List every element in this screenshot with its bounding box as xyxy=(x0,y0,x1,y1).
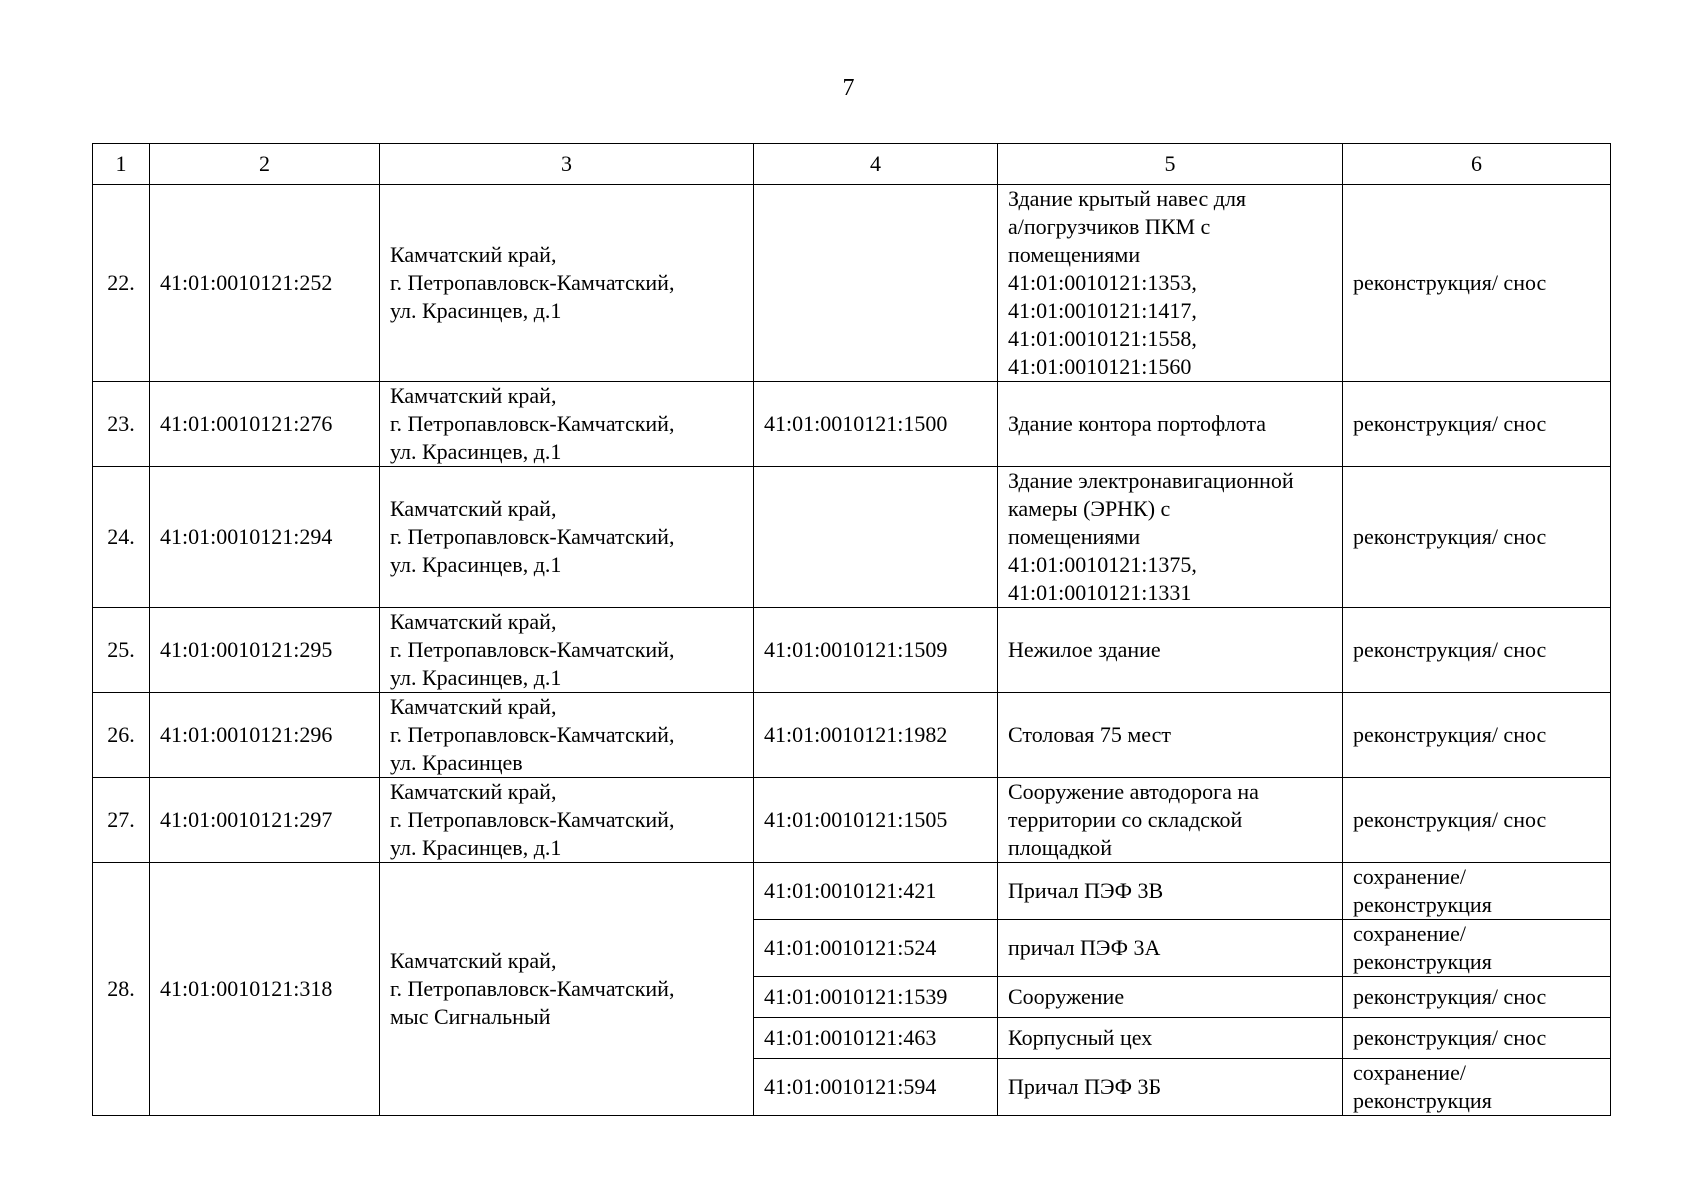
row-number: 28. xyxy=(93,863,150,1116)
object-number: 41:01:0010121:1539 xyxy=(754,977,998,1018)
planned-action: реконструкция/ снос xyxy=(1343,608,1611,693)
address: Камчатский край, г. Петропавловск-Камчатский, ул. Красинцев, д.1 xyxy=(380,382,754,467)
object-name: Причал ПЭФ 3Б xyxy=(998,1059,1343,1116)
planned-action: сохранение/ реконструкция xyxy=(1343,863,1611,920)
row-number: 26. xyxy=(93,693,150,778)
planned-action: сохранение/ реконструкция xyxy=(1343,1059,1611,1116)
table-row xyxy=(93,778,1611,863)
row-number: 24. xyxy=(93,467,150,608)
address: Камчатский край, г. Петропавловск-Камчатский, ул. Красинцев, д.1 xyxy=(380,467,754,608)
object-number xyxy=(754,185,998,382)
address: Камчатский край, г. Петропавловск-Камчатский, ул. Красинцев, д.1 xyxy=(380,185,754,382)
object-name: Здание электронавигационной камеры (ЭРНК) с помещениями 41:01:0010121:1375, 41:01:0010121:1331 xyxy=(998,467,1343,608)
row-number: 22. xyxy=(93,185,150,382)
object-number: 41:01:0010121:421 xyxy=(754,863,998,920)
table-row xyxy=(93,382,1611,467)
object-number: 41:01:0010121:594 xyxy=(754,1059,998,1116)
planned-action: реконструкция/ снос xyxy=(1343,382,1611,467)
object-name: Нежилое здание xyxy=(998,608,1343,693)
object-number xyxy=(754,467,998,608)
object-number: 41:01:0010121:524 xyxy=(754,920,998,977)
column-header: 6 xyxy=(1343,144,1611,185)
object-number: 41:01:0010121:1509 xyxy=(754,608,998,693)
object-number: 41:01:0010121:1505 xyxy=(754,778,998,863)
planned-action: реконструкция/ снос xyxy=(1343,693,1611,778)
table-row xyxy=(93,185,1611,382)
address: Камчатский край, г. Петропавловск-Камчатский, ул. Красинцев xyxy=(380,693,754,778)
object-name: Здание крытый навес для а/погрузчиков ПКМ с помещениями 41:01:0010121:1353, 41:01:0010121:1417, 41:01:0010121:1558, 41:01:0010121:1560 xyxy=(998,185,1343,382)
planned-action: сохранение/ реконструкция xyxy=(1343,920,1611,977)
object-number: 41:01:0010121:1982 xyxy=(754,693,998,778)
column-header: 4 xyxy=(754,144,998,185)
planned-action: реконструкция/ снос xyxy=(1343,467,1611,608)
table-row xyxy=(93,693,1611,778)
parcel-number: 41:01:0010121:296 xyxy=(150,693,380,778)
object-name: Причал ПЭФ 3В xyxy=(998,863,1343,920)
planned-action: реконструкция/ снос xyxy=(1343,778,1611,863)
address: Камчатский край, г. Петропавловск-Камчатский, ул. Красинцев, д.1 xyxy=(380,778,754,863)
object-name: Корпусный цех xyxy=(998,1018,1343,1059)
object-number: 41:01:0010121:463 xyxy=(754,1018,998,1059)
row-number: 27. xyxy=(93,778,150,863)
parcel-number: 41:01:0010121:252 xyxy=(150,185,380,382)
parcel-number: 41:01:0010121:276 xyxy=(150,382,380,467)
column-header: 2 xyxy=(150,144,380,185)
address: Камчатский край, г. Петропавловск-Камчатский, мыс Сигнальный xyxy=(380,863,754,1116)
object-name: причал ПЭФ 3А xyxy=(998,920,1343,977)
page-number: 7 xyxy=(842,75,855,101)
table-row xyxy=(93,608,1611,693)
object-name: Здание контора портофлота xyxy=(998,382,1343,467)
table-row xyxy=(93,467,1611,608)
address: Камчатский край, г. Петропавловск-Камчатский, ул. Красинцев, д.1 xyxy=(380,608,754,693)
column-number-row xyxy=(93,144,1611,185)
object-name: Сооружение xyxy=(998,977,1343,1018)
parcel-number: 41:01:0010121:294 xyxy=(150,467,380,608)
planned-action: реконструкция/ снос xyxy=(1343,1018,1611,1059)
object-name: Столовая 75 мест xyxy=(998,693,1343,778)
object-name: Сооружение автодорога на территории со складской площадкой xyxy=(998,778,1343,863)
row-number: 23. xyxy=(93,382,150,467)
parcel-number: 41:01:0010121:295 xyxy=(150,608,380,693)
parcel-number: 41:01:0010121:318 xyxy=(150,863,380,1116)
row-number: 25. xyxy=(93,608,150,693)
objects-table xyxy=(92,143,1611,1116)
planned-action: реконструкция/ снос xyxy=(1343,977,1611,1018)
column-header: 3 xyxy=(380,144,754,185)
object-number: 41:01:0010121:1500 xyxy=(754,382,998,467)
table-row xyxy=(93,863,1611,920)
column-header: 1 xyxy=(93,144,150,185)
planned-action: реконструкция/ снос xyxy=(1343,185,1611,382)
parcel-number: 41:01:0010121:297 xyxy=(150,778,380,863)
column-header: 5 xyxy=(998,144,1343,185)
